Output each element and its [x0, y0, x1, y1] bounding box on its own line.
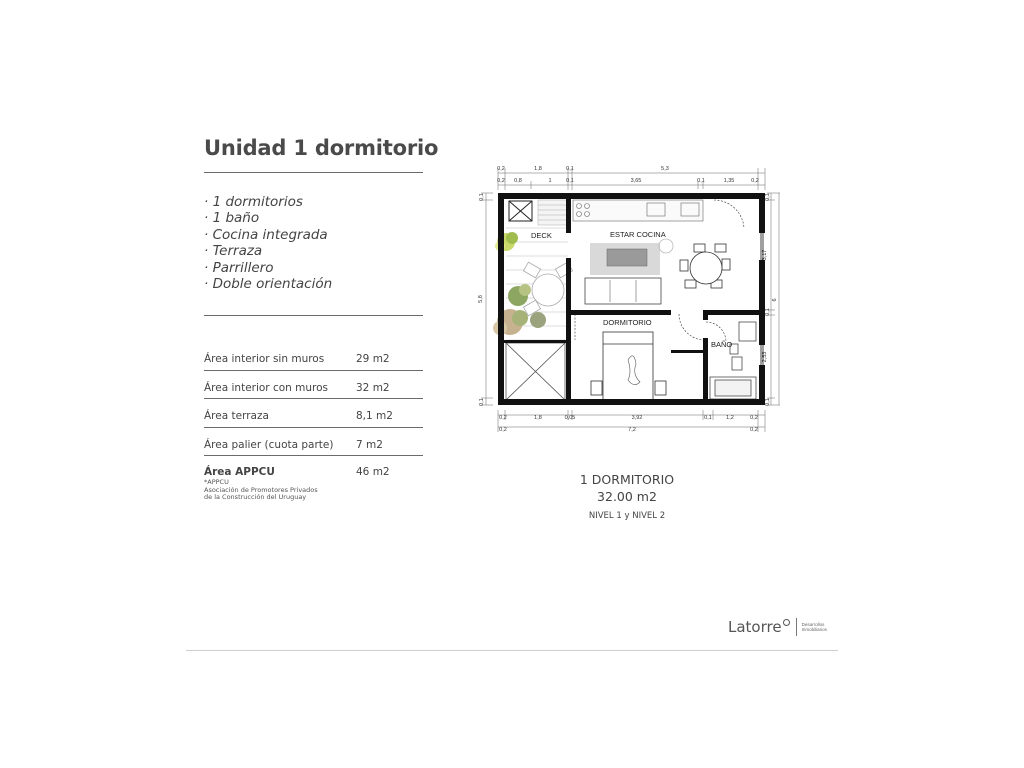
dim-label: 7,2 — [628, 427, 636, 433]
dim-label: 0,1 — [765, 398, 771, 406]
room-label-estar: ESTAR COCINA — [610, 230, 666, 239]
feature-item: · 1 baño — [204, 210, 260, 227]
dining-table — [680, 244, 730, 288]
dim-label: 1,2 — [726, 415, 734, 421]
logo-mark-icon — [783, 619, 790, 626]
dim-label: 1 — [548, 178, 552, 184]
bed — [591, 332, 666, 400]
company-logo — [728, 618, 827, 636]
logo-separator — [796, 618, 797, 636]
appcu-value: 46 m2 — [356, 466, 390, 478]
dim-label: 3,65 — [630, 178, 642, 184]
area-label: Área interior sin muros — [204, 353, 325, 365]
shaft-box — [506, 343, 565, 400]
dim-label: 0,05 — [564, 415, 576, 421]
dim-label: 3,17 — [762, 249, 768, 261]
area-row — [204, 342, 423, 371]
room-label-dormitorio: DORMITORIO — [603, 318, 652, 327]
room-label-bano: BAÑO — [711, 340, 733, 349]
title-divider — [204, 172, 423, 173]
area-value: 32 m2 — [356, 381, 390, 394]
dim-label: 1,35 — [723, 178, 735, 184]
bathroom-fixtures — [710, 322, 756, 399]
area-value: 7 m2 — [356, 438, 383, 451]
area-label: Área interior con muros — [204, 381, 329, 394]
logo-tagline-line: Desarrollos — [801, 622, 825, 627]
features-divider — [204, 315, 423, 316]
logo-brand: Latorre — [728, 618, 782, 636]
dim-label: 1,8 — [534, 166, 542, 172]
dim-label: 2,53 — [762, 351, 768, 363]
feature-item: · Doble orientación — [204, 275, 333, 292]
appcu-block — [204, 466, 424, 502]
area-value: 29 m2 — [356, 353, 390, 365]
dim-label: 0,1 — [704, 415, 712, 421]
plan-caption-area: 32.00 m2 — [597, 489, 657, 504]
appcu-note-line: de la Construcción del Uruguay — [204, 493, 307, 501]
floor-plan — [470, 160, 780, 435]
grill-bricks — [538, 200, 568, 225]
area-label: Área palier (cuota parte) — [204, 438, 334, 451]
logo-tagline — [802, 622, 827, 632]
dim-label: 0,2 — [497, 178, 505, 184]
page-title: Unidad 1 dormitorio — [204, 136, 439, 160]
dim-label: 0,2 — [497, 166, 505, 172]
footer-divider — [186, 650, 838, 651]
feature-list — [204, 194, 332, 292]
dim-label: 6 — [772, 298, 778, 302]
appcu-label: Área APPCU — [204, 466, 275, 478]
appcu-note-line: Asociación de Promotores Privados — [204, 485, 318, 494]
dim-label: 0,1 — [479, 398, 485, 406]
dim-label: 0,1 — [765, 193, 771, 201]
feature-item: · Cocina integrada — [204, 226, 328, 243]
dim-label: 0,2 — [499, 427, 507, 433]
dim-label: 0,1 — [479, 193, 485, 201]
appcu-note-line: *APPCU — [204, 478, 229, 486]
feature-item: · Terraza — [204, 243, 263, 260]
dim-label: 0,2 — [750, 415, 758, 421]
area-row — [204, 371, 423, 400]
appcu-note — [204, 479, 424, 502]
dim-label: 0,2 — [751, 178, 759, 184]
dim-label: 0,2 — [499, 415, 507, 421]
dim-label: 0,8 — [514, 178, 522, 184]
living-furniture — [585, 239, 673, 304]
dim-label: 0,2 — [750, 427, 758, 433]
area-row — [204, 399, 423, 428]
room-label-deck: DECK — [531, 231, 552, 240]
area-value: 8,1 m2 — [356, 410, 393, 422]
feature-item: · 1 dormitorios — [204, 194, 303, 210]
dim-label: 5,8 — [478, 295, 484, 303]
area-row — [204, 428, 423, 457]
plan-caption-levels: NIVEL 1 y NIVEL 2 — [588, 511, 666, 521]
logo-tagline-line: Inmobiliarios — [801, 627, 827, 632]
dim-label: 3,92 — [631, 415, 643, 421]
plan-caption-type: 1 DORMITORIO — [579, 472, 675, 487]
dim-label: 0,1 — [566, 166, 574, 172]
dim-label: 0,1 — [566, 178, 574, 184]
feature-item: · Parrillero — [204, 259, 274, 276]
dim-label: 5,3 — [661, 166, 669, 172]
dim-label: 0,1 — [765, 308, 771, 316]
dim-label: 1,8 — [534, 415, 542, 421]
area-label: Área terraza — [204, 410, 269, 422]
area-table — [204, 342, 423, 456]
kitchen-counter — [573, 200, 703, 221]
dim-label: 0,1 — [697, 178, 705, 184]
deck-box — [509, 201, 532, 221]
